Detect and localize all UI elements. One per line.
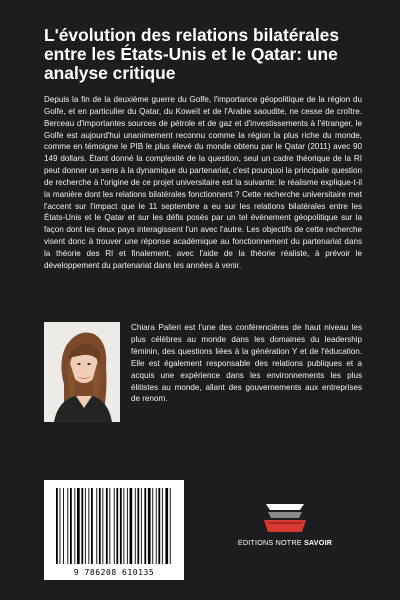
book-title: L'évolution des relations bilatérales entre les États-Unis et le Qatar: une analyse critique xyxy=(44,25,340,83)
publisher-name xyxy=(230,538,340,547)
stacked-books-icon xyxy=(262,500,308,534)
author-photo xyxy=(44,322,120,422)
author-bio: Chiara Palieri est l'une des conférencières de haut niveau les plus célèbres au monde dans les domaines du leadership féminin, des questions liées à la génération Y et de l'éducation. Elle est également responsable des relations publiques et a acquis une expérience dans les environnements les plus élitistes au monde, allant des gouvernements aux entreprises de renom. xyxy=(131,323,362,404)
publisher-logo xyxy=(230,500,340,560)
book-summary: Depuis la fin de la deuxième guerre du Golfe, l'importance géopolitique de la région du Golfe, et en particulier du Qatar, du Koweït et de l'Arabie saoudite, ne cesse de croître. Berceau d'importantes sources de pétrole et de gaz et d'investissements à l'étranger, le Golfe est aujourd'hui unanimement reconnu comme la région la plus riche du monde, comme en témoigne le PIB le plus élevé du monde obtenu par le Qatar (2011) avec 90 149 dollars. Étant donné la complexité de la question, seul un cadre théorique de la RI peut donner un sens à la dynamique du partenariat, c'est pourquoi la principale question de recherche à l'origine de ce projet universitaire est la suivante: le réalisme explique-t-il la manière dont les relations bilatérales fonctionnent ? Cette recherche universitaire met l'accent sur l'impact que le 11 septembre a eu sur les relations bilatérales entre les États-Unis et le Qatar et sur les défis posés par un tel événement géopolitique sur la façon dont les deux pays interagissent l'un avec l'autre. Les objectifs de cette recherche visent donc à trouver une réponse académique au fonctionnement du partenariat dans la théorie des RI et finalement, avec l'aide de la théorie réaliste, à prévoir le développement du partenariat dans les années à venir. xyxy=(44,95,362,270)
publisher-name-light: EDITIONS NOTRE xyxy=(237,538,302,547)
isbn-barcode xyxy=(44,480,184,580)
publisher-name-bold: SAVOIR xyxy=(303,538,333,547)
isbn-digits: 9 786208 610135 xyxy=(73,568,155,577)
